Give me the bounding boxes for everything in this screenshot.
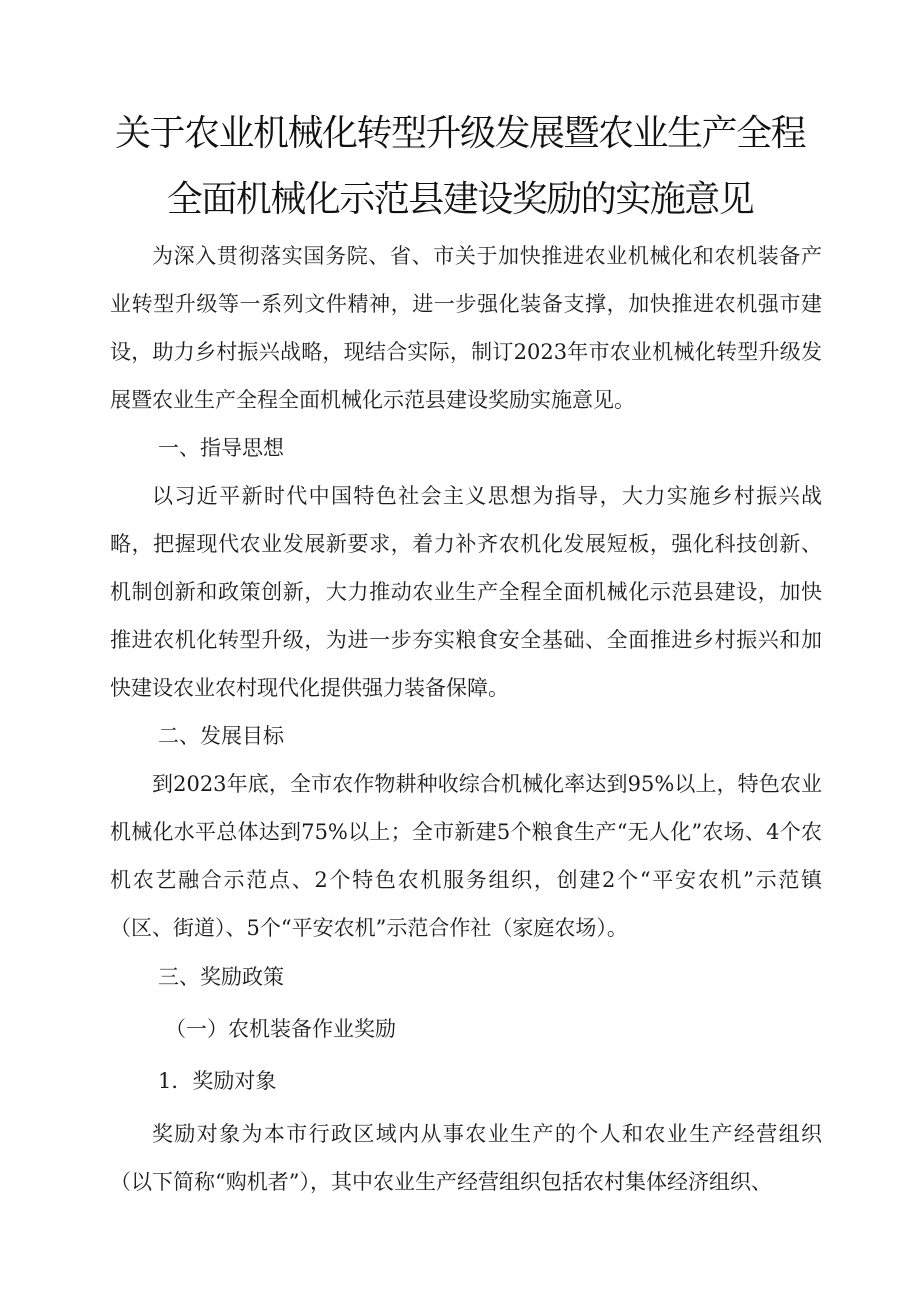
item-1-heading: 1．奖励对象: [158, 1069, 277, 1093]
item-1-paragraph: 奖励对象为本市行政区域内从事农业生产的个人和农业生产经营组织（以下简称“购机者”），其中农业生产经营组织包括农村集体经济组织、: [110, 1122, 822, 1194]
document-title-line-1: 关于农业机械化转型升级发展暨农业生产全程: [114, 113, 805, 154]
subsection-1-heading: （一）农机装备作业奖励: [165, 1017, 396, 1041]
intro-paragraph: 为深入贯彻落实国务院、省、市关于加快推进农业机械化和农机装备产业转型升级等一系列文件精神，进一步强化装备支撑，加快推进农机强市建设，助力乡村振兴战略，现结合实际，制订2023年市农业机械化转型升级发展暨农业生产全程全面机械化示范县建设奖励实施意见。: [110, 244, 822, 412]
document-title-line-2: 全面机械化示范县建设奖励的实施意见: [166, 179, 754, 220]
section-3-heading: 三、奖励政策: [158, 965, 284, 989]
section-2-heading: 二、发展目标: [158, 724, 284, 748]
section-1-heading: 一、指导思想: [158, 436, 284, 460]
section-1-paragraph: 以习近平新时代中国特色社会主义思想为指导，大力实施乡村振兴战略，把握现代农业发展新要求，着力补齐农机化发展短板，强化科技创新、机制创新和政策创新，大力推动农业生产全程全面机械化示范县建设，加快推进农机化转型升级，为进一步夯实粮食安全基础、全面推进乡村振兴和加快建设农业农村现代化提供强力装备保障。: [110, 484, 822, 700]
section-2-paragraph: 到2023年底，全市农作物耕种收综合机械化率达到95%以上，特色农业机械化水平总体达到75%以上；全市新建5个粮食生产“无人化”农场、4个农机农艺融合示范点、2个特色农机服务组织，创建2个“平安农机”示范镇（区、街道）、5个“平安农机”示范合作社（家庭农场）。: [110, 772, 822, 940]
